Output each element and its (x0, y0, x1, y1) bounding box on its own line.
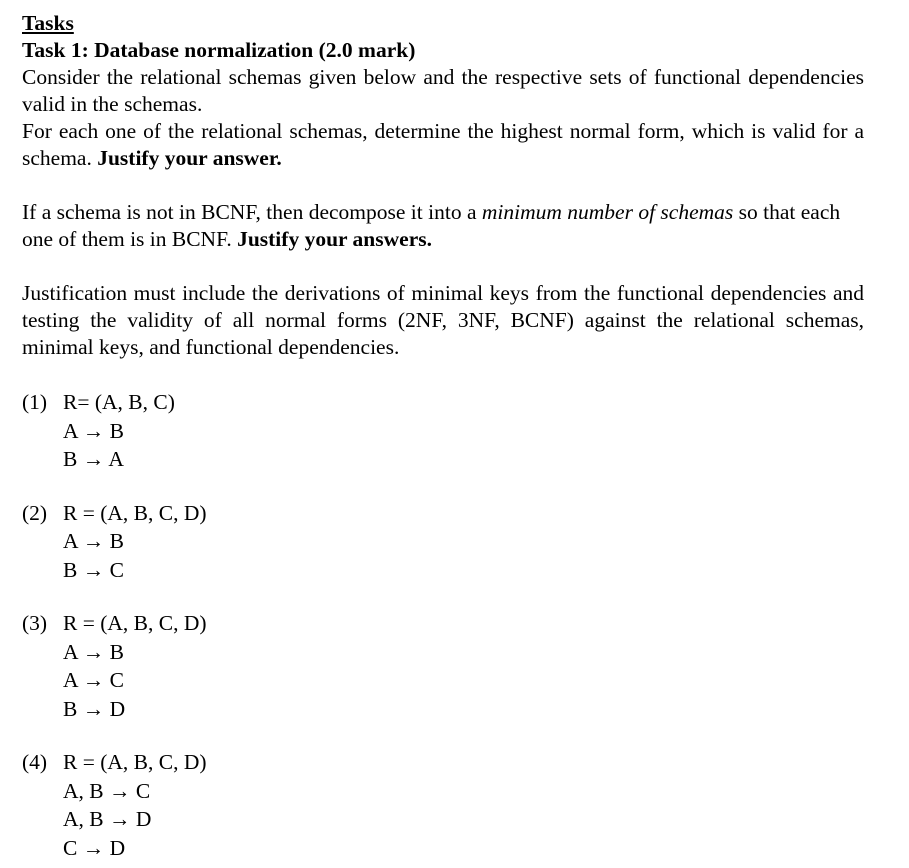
functional-dependency: B → C (63, 557, 124, 582)
functional-dependency: A, B → D (63, 807, 152, 831)
schema-list (22, 388, 864, 862)
schema-relation: R = (A, B, C, D) (63, 750, 207, 774)
schema-number: (4) (22, 750, 48, 774)
schema-item (22, 609, 864, 723)
tasks-heading: Tasks (22, 11, 74, 35)
bcnf-text-a: If a schema is not in BCNF, then decompose it into a (22, 200, 477, 224)
justification-paragraph: Justification must include the derivations of minimal keys from the functional dependencies and testing the validity of all normal forms (2NF, 3NF, BCNF) against the relational schemas, minimal keys, and functional dependencies. (22, 281, 864, 359)
functional-dependency: B → D (63, 696, 126, 721)
functional-dependency: A → C (63, 668, 124, 692)
instruction-text: For each one of the relational schemas, determine the highest normal form, which is valid for a schema. (22, 119, 864, 170)
bcnf-italic-text: minimum number of schemas (481, 200, 734, 224)
schema-relation: R= (A, B, C) (63, 390, 175, 414)
schema-item (22, 748, 864, 862)
schema-relation: R = (A, B, C, D) (63, 611, 207, 635)
justify-answers-text: Justify your answers. (237, 227, 432, 251)
bcnf-paragraph (22, 199, 864, 253)
schema-item (22, 499, 864, 585)
document-page (22, 10, 864, 862)
schema-number: (2) (22, 500, 48, 525)
functional-dependency: A → B (63, 418, 124, 443)
functional-dependency: A → B (63, 639, 124, 664)
schema-item (22, 388, 864, 474)
schema-number: (1) (22, 390, 48, 414)
schema-relation: R = (A, B, C, D) (63, 500, 207, 525)
functional-dependency: C → D (63, 835, 126, 860)
functional-dependency: A → B (63, 529, 124, 553)
justify-answer-text: Justify your answer. (97, 146, 282, 170)
schema-number: (3) (22, 611, 48, 635)
functional-dependency: B → A (63, 447, 124, 471)
instruction-paragraph (22, 118, 864, 172)
task1-heading: Task 1: Database normalization (2.0 mark) (22, 38, 416, 62)
bcnf-text-b: so that each one of them is in BCNF. (22, 200, 841, 251)
functional-dependency: A, B → C (63, 778, 151, 803)
intro-paragraph: Consider the relational schemas given below and the respective sets of functional dependencies valid in the schemas. (22, 65, 864, 116)
